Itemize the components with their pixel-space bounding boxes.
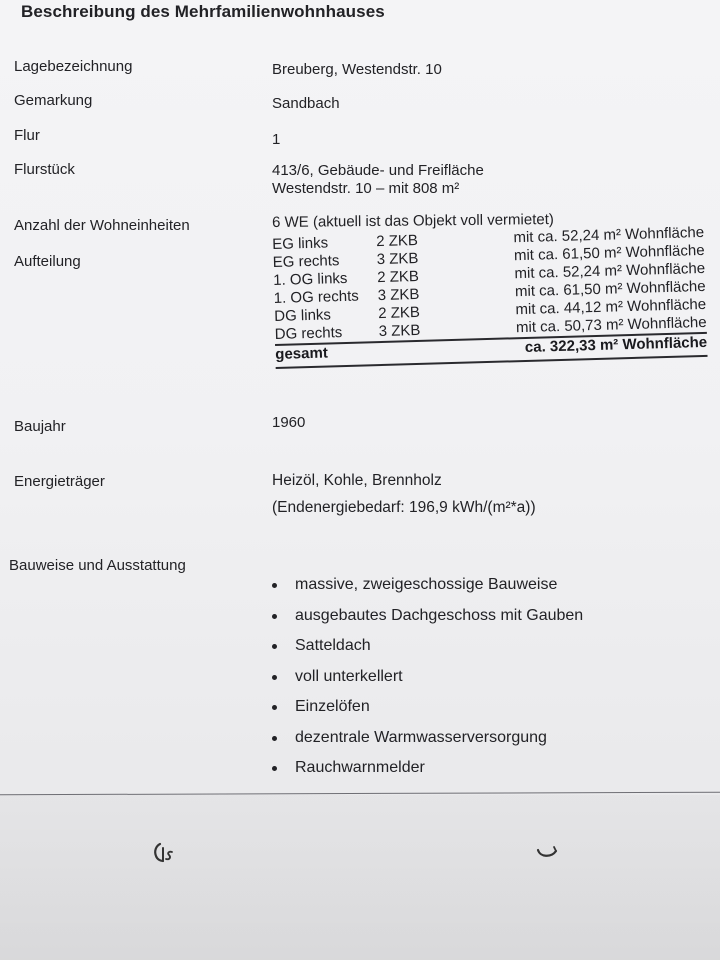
label-lagebezeichnung: Lagebezeichnung <box>14 58 133 75</box>
feature-text: Rauchwarnmelder <box>295 759 425 776</box>
label-flurstueck: Flurstück <box>14 161 75 178</box>
page-title: Beschreibung des Mehrfamilienwohnhauses <box>21 2 385 21</box>
value-anzahl-wohneinheiten: 6 WE (aktuell ist das Objekt voll vermietet) <box>272 211 554 231</box>
bullet-icon <box>272 675 277 680</box>
label-aufteilung: Aufteilung <box>14 253 81 270</box>
label-energietraeger: Energieträger <box>14 473 105 490</box>
allocation-total-label: gesamt <box>275 344 329 363</box>
allocation-area: mit ca. 61,50 m² Wohnfläche <box>513 241 705 265</box>
bullet-icon <box>272 705 277 710</box>
value-energietraeger <box>272 467 536 521</box>
value-flurstueck <box>272 162 484 198</box>
list-item <box>272 637 583 668</box>
logo-mark-icon <box>152 840 178 866</box>
bullet-icon <box>272 736 277 741</box>
label-flur: Flur <box>14 127 40 144</box>
list-item <box>272 759 583 790</box>
feature-list <box>272 576 583 790</box>
curve-mark-icon <box>535 842 561 860</box>
allocation-unit: 1. OG rechts <box>273 287 359 307</box>
value-baujahr: 1960 <box>272 414 306 431</box>
allocation-rooms: 3 ZKB <box>377 285 420 305</box>
list-item <box>272 607 583 638</box>
allocation-rooms: 2 ZKB <box>376 267 420 287</box>
allocation-unit: DG links <box>274 306 332 325</box>
list-item <box>272 576 583 607</box>
bullet-icon <box>272 614 277 619</box>
feature-text: dezentrale Warmwasserversorgung <box>295 728 547 746</box>
value-flurstueck-line2: Westendstr. 10 – mit 808 m² <box>272 180 460 197</box>
allocation-rooms: 3 ZKB <box>376 249 419 269</box>
allocation-area: mit ca. 44,12 m² Wohnfläche <box>515 295 707 319</box>
allocation-area: mit ca. 61,50 m² Wohnfläche <box>514 277 706 301</box>
allocation-rooms: 3 ZKB <box>378 321 421 341</box>
allocation-unit: DG rechts <box>274 324 343 343</box>
allocation-area: mit ca. 52,24 m² Wohnfläche <box>514 259 706 283</box>
feature-text: Satteldach <box>295 637 371 654</box>
value-energietraeger-line2: (Endenergiebedarf: 196,9 kWh/(m²*a)) <box>272 499 536 516</box>
feature-text: massive, zweigeschossige Bauweise <box>295 576 558 593</box>
allocation-area: mit ca. 50,73 m² Wohnfläche <box>515 313 707 337</box>
label-baujahr: Baujahr <box>14 418 66 435</box>
allocation-unit: 1. OG links <box>273 269 348 289</box>
value-flurstueck-line1: 413/6, Gebäude- und Freifläche <box>272 162 484 179</box>
allocation-unit: EG links <box>272 234 329 253</box>
list-item <box>272 729 583 760</box>
value-energietraeger-line1: Heizöl, Kohle, Brennholz <box>272 472 442 489</box>
allocation-rooms: 2 ZKB <box>377 303 421 323</box>
list-item <box>272 698 583 729</box>
allocation-unit: EG rechts <box>272 252 340 271</box>
allocation-area: mit ca. 52,24 m² Wohnfläche <box>513 223 705 247</box>
feature-text: voll unterkellert <box>295 667 403 685</box>
list-item <box>272 668 583 699</box>
value-gemarkung: Sandbach <box>272 95 340 112</box>
label-bauweise: Bauweise und Ausstattung <box>9 557 186 574</box>
allocation-table <box>272 224 708 369</box>
label-anzahl-wohneinheiten: Anzahl der Wohneinheiten <box>14 217 190 234</box>
page-shadow <box>0 795 720 960</box>
bullet-icon <box>272 766 277 771</box>
allocation-total-area: ca. 322,33 m² Wohnfläche <box>524 333 708 356</box>
value-flur: 1 <box>272 131 281 148</box>
feature-text: ausgebautes Dachgeschoss mit Gauben <box>295 606 584 624</box>
label-gemarkung: Gemarkung <box>14 92 93 109</box>
bullet-icon <box>272 644 277 649</box>
feature-text: Einzelöfen <box>295 698 370 715</box>
value-lagebezeichnung: Breuberg, Westendstr. 10 <box>272 61 442 78</box>
allocation-rooms: 2 ZKB <box>375 231 419 251</box>
bullet-icon <box>272 583 277 588</box>
